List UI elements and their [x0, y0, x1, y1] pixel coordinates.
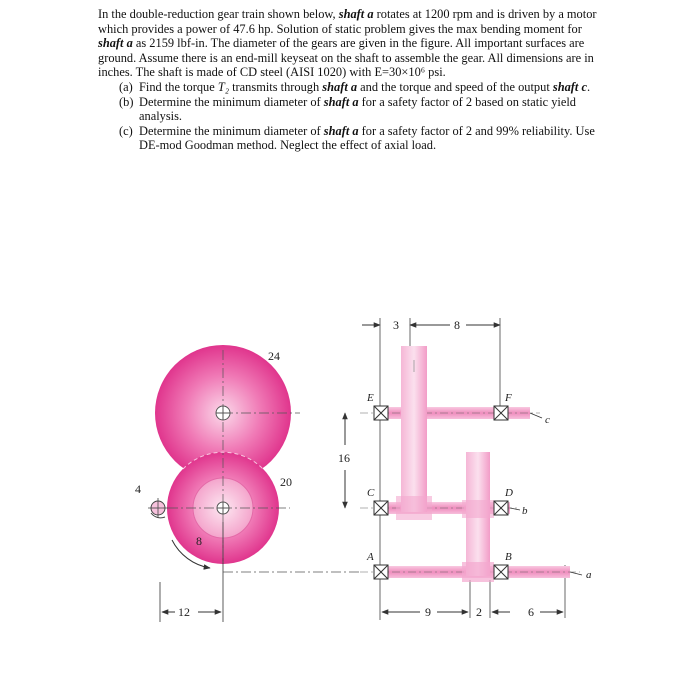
- label-D: D: [505, 487, 513, 499]
- shaft-a-ref: shaft a: [323, 123, 359, 138]
- part-text: transmits through: [229, 79, 323, 94]
- dim-4: 4: [135, 482, 141, 496]
- part-text: Find the torque: [139, 79, 218, 94]
- dim-2: 2: [476, 605, 482, 619]
- intro-text-2: rotates at 1200 rpm and is driven by a motor which provides a power of 47.6 hp. Solution of static problem gives the max bending moment for: [98, 7, 597, 36]
- bearing-D: [494, 501, 508, 515]
- dim-16-group: [338, 413, 350, 508]
- dim-6: 6: [528, 605, 534, 619]
- bearing-A: [374, 565, 388, 579]
- label-E: E: [367, 392, 374, 404]
- part-text: Determine the minimum diameter of: [139, 123, 324, 138]
- dim-24: 24: [268, 349, 280, 363]
- part-text: and the torque and speed of the output: [357, 79, 553, 94]
- dim-12: 12: [178, 605, 190, 619]
- part-text: Determine the minimum diameter of: [139, 94, 324, 109]
- label-shaft-c: c: [545, 414, 550, 426]
- part-text: .: [586, 79, 591, 94]
- part-text: for a safety factor of 2 and 99% reliability. Use DE-mod Goodman method. Neglect the effect of axial load.: [139, 123, 595, 153]
- shaft-a-ref: shaft a: [323, 94, 359, 109]
- dim-3: 3: [393, 318, 399, 332]
- shaft-a-ref: shaft a: [98, 36, 133, 51]
- gear-end-view: [135, 345, 360, 622]
- shaft-a-ref: shaft a: [322, 79, 358, 94]
- label-A: A: [367, 551, 374, 563]
- torque-symbol: T₂: [217, 79, 230, 94]
- shaft-side-view: [360, 318, 592, 620]
- shaft-a-ref: shaft a: [338, 7, 374, 21]
- part-label: (c): [119, 123, 133, 138]
- label-C: C: [367, 487, 375, 499]
- intro-text-3: as 2159 lbf-in. The diameter of the gears are given in the figure. All important surfaces are ground. Assume there is an end-mill keyseat on the shaft to assemble the gear. All dimensions are in inches. The shaft is made of CD steel (AISI 1020) with E=30×10⁶ psi.: [98, 36, 594, 80]
- label-shaft-a: a: [586, 569, 592, 581]
- label-F: F: [505, 392, 512, 404]
- part-label: (b): [119, 94, 134, 109]
- bearing-C: [374, 501, 388, 515]
- intro-text-1: In the double-reduction gear train shown below,: [98, 7, 339, 21]
- dim-16: 16: [338, 451, 350, 465]
- dim-9: 9: [425, 605, 431, 619]
- dim-8: 8: [196, 534, 202, 548]
- dim-8-top: 8: [454, 318, 460, 332]
- shaft-c-ref: shaft c: [552, 79, 587, 94]
- part-text: for a safety factor of 2 based on static yield analysis.: [139, 94, 577, 124]
- part-label: (a): [119, 79, 133, 94]
- dim-20: 20: [280, 475, 292, 489]
- bearing-F: [494, 406, 508, 420]
- label-shaft-b: b: [522, 505, 528, 517]
- label-B: B: [505, 551, 512, 563]
- bearing-E: [374, 406, 388, 420]
- bearing-B: [494, 565, 508, 579]
